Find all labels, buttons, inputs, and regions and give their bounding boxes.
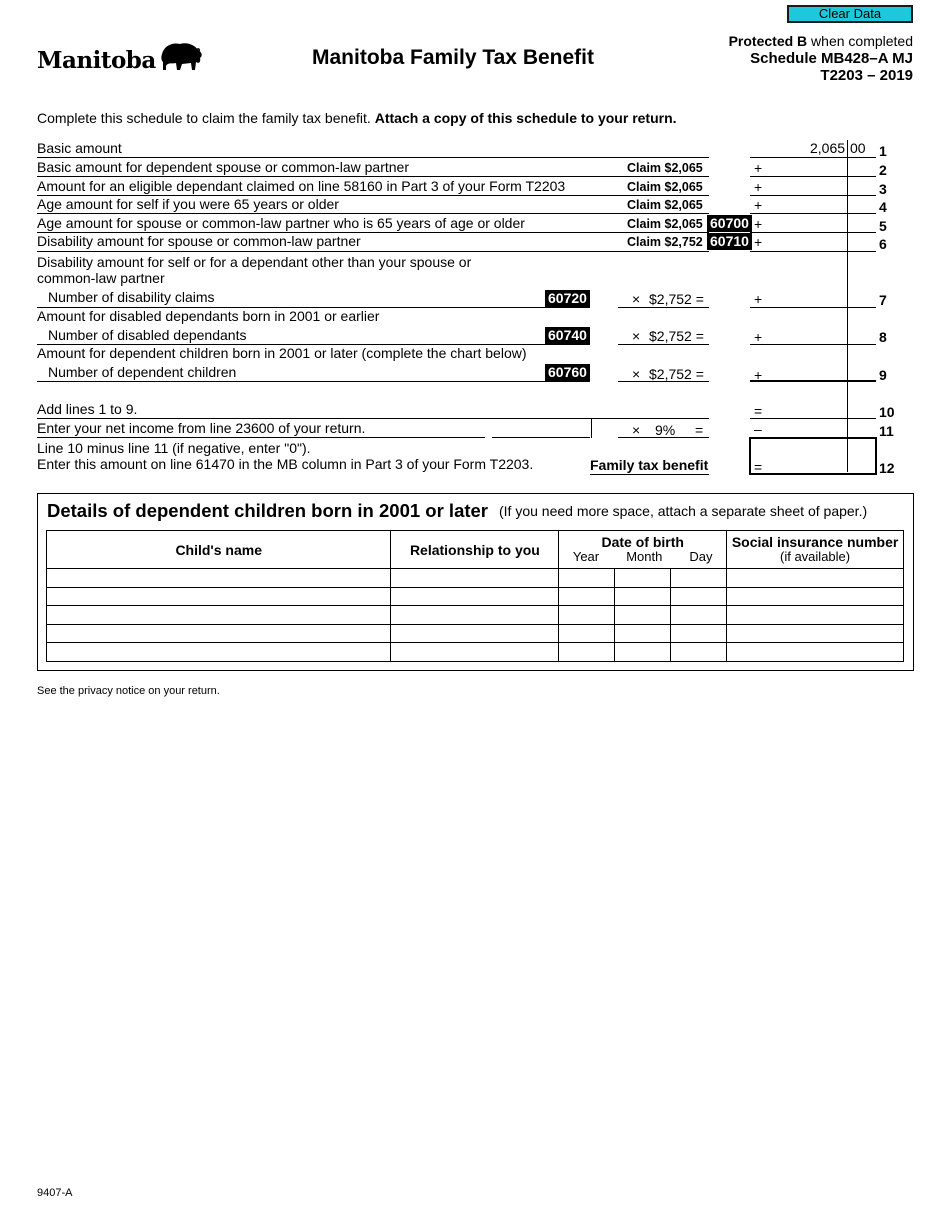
schedule-id: Schedule MB428–A MJ [750, 50, 913, 67]
day-cell[interactable] [671, 606, 727, 625]
table-row[interactable] [47, 569, 904, 588]
family-tax-benefit-label: Family tax benefit [590, 457, 709, 473]
sin-label: Social insurance number [731, 534, 899, 550]
table-header-row [47, 531, 904, 569]
line-10-label: Add lines 1 to 9. [37, 401, 138, 417]
line-3-claim: Claim $2,065 [627, 180, 703, 194]
rule[interactable] [750, 418, 876, 419]
line-7-number: 7 [879, 292, 887, 308]
line-2-claim: Claim $2,065 [627, 161, 703, 175]
line-7-mult: × [632, 291, 641, 307]
month-cell[interactable] [615, 569, 671, 588]
details-title: Details of dependent children born in 2001 or later [47, 500, 489, 521]
sin-cell[interactable] [727, 569, 904, 588]
line-6-code: 60710 [707, 233, 752, 250]
line-2-label: Basic amount for dependent spouse or common-law partner [37, 159, 409, 175]
line-11-op: – [754, 421, 762, 437]
rule [37, 418, 709, 419]
relationship-cell[interactable] [391, 587, 559, 606]
relationship-cell[interactable] [391, 606, 559, 625]
line-8-sub: Number of disabled dependants [48, 327, 247, 343]
month-cell[interactable] [615, 643, 671, 662]
children-table [46, 530, 904, 662]
rule [618, 381, 709, 382]
table-row[interactable] [47, 587, 904, 606]
line-11-mult: × [632, 422, 641, 438]
line-11-input[interactable] [492, 437, 590, 438]
rule [590, 474, 709, 475]
line-3-op: + [754, 179, 763, 195]
line-5-number: 5 [879, 218, 887, 234]
line-7-label [37, 254, 471, 286]
rule [37, 437, 485, 438]
amount-divider [847, 140, 848, 472]
dob-year: Year [572, 549, 600, 564]
dob-month: Month [626, 549, 663, 564]
clear-data-button[interactable]: Clear Data [787, 5, 913, 23]
line-5-code: 60700 [707, 215, 752, 232]
year-cell[interactable] [559, 624, 615, 643]
child-name-cell[interactable] [47, 587, 391, 606]
rule[interactable] [750, 307, 876, 308]
month-cell[interactable] [615, 624, 671, 643]
line-3-label: Amount for an eligible dependant claimed on line 58160 in Part 3 of your Form T2203 [37, 178, 566, 194]
table-row[interactable] [47, 624, 904, 643]
line-9-label: Amount for dependent children born in 2001 or later (complete the chart below) [37, 345, 527, 361]
table-row[interactable] [47, 606, 904, 625]
line-6-number: 6 [879, 236, 887, 252]
family-tax-benefit-box[interactable] [749, 437, 877, 475]
protected-label: Protected B [728, 33, 808, 49]
line-5-claim: Claim $2,065 [627, 217, 703, 231]
line-7-op: + [754, 291, 763, 307]
line-6-label: Disability amount for spouse or common-law partner [37, 233, 361, 249]
rule[interactable] [750, 195, 876, 196]
line-8-op: + [754, 329, 763, 345]
rule [37, 381, 492, 382]
intro-text [37, 110, 677, 126]
line-9-number: 9 [879, 367, 887, 383]
rule [37, 176, 709, 177]
line-10-number: 10 [879, 404, 895, 420]
year-cell[interactable] [559, 587, 615, 606]
dob-label: Date of birth [601, 534, 684, 550]
line-11-number: 11 [879, 423, 894, 439]
line-12-label-b: Enter this amount on line 61470 in the MB column in Part 3 of your Form T2203. [37, 456, 534, 472]
line-8-mult: × [632, 328, 641, 344]
sin-cell[interactable] [727, 624, 904, 643]
line-3-number: 3 [879, 181, 887, 197]
day-cell[interactable] [671, 624, 727, 643]
line-5-op: + [754, 216, 763, 232]
line-9-rate: $2,752 = [649, 366, 704, 382]
manitoba-logo [37, 40, 204, 74]
line-11-eq: = [695, 422, 704, 438]
line-1-label: Basic amount [37, 140, 122, 156]
rule[interactable] [750, 213, 876, 214]
rule [618, 307, 709, 308]
sin-cell[interactable] [727, 587, 904, 606]
line-6-claim: Claim $2,752 [627, 235, 703, 249]
year-cell[interactable] [559, 643, 615, 662]
line-1-number: 1 [879, 143, 887, 159]
line-11-divider [591, 418, 592, 438]
page-title: Manitoba Family Tax Benefit [312, 46, 594, 69]
details-note: (If you need more space, attach a separate sheet of paper.) [499, 503, 868, 519]
table-row[interactable] [47, 643, 904, 662]
line-9-mult: × [632, 366, 641, 382]
line-5-label: Age amount for spouse or common-law partner who is 65 years of age or older [37, 215, 525, 231]
line-4-label: Age amount for self if you were 65 years or older [37, 196, 339, 212]
year-cell[interactable] [559, 606, 615, 625]
intro-bold: Attach a copy of this schedule to your return. [374, 110, 677, 126]
rule [618, 344, 709, 345]
rule[interactable] [750, 251, 876, 252]
year-cell[interactable] [559, 569, 615, 588]
rule[interactable] [750, 344, 876, 345]
line-7-code: 60720 [545, 290, 590, 307]
line-7-rate: $2,752 = [649, 291, 704, 307]
line-2-number: 2 [879, 162, 887, 178]
line-1-dollars: 2,065 [810, 140, 846, 156]
line-9-input[interactable] [492, 381, 590, 382]
child-name-cell[interactable] [47, 606, 391, 625]
line-7-label-a: Disability amount for self or for a dependant other than your spouse or [37, 254, 472, 270]
rule[interactable] [750, 232, 876, 233]
rule [37, 157, 709, 158]
line-12-number: 12 [879, 460, 895, 476]
line-7-sub: Number of disability claims [48, 289, 215, 305]
rule [37, 213, 709, 214]
line-9-code: 60760 [545, 364, 590, 381]
rule[interactable] [750, 380, 876, 382]
line-12-op: = [754, 459, 763, 475]
child-name-cell[interactable] [47, 569, 391, 588]
line-9-sub: Number of dependent children [48, 364, 237, 380]
rule [618, 437, 709, 438]
line-11-rate: 9% [655, 422, 676, 438]
line-4-op: + [754, 197, 763, 213]
line-4-claim: Claim $2,065 [627, 198, 703, 212]
line-7-input[interactable] [492, 307, 590, 308]
rule [750, 157, 876, 158]
header-info [729, 33, 913, 84]
child-name-cell[interactable] [47, 643, 391, 662]
col-sin [727, 531, 904, 569]
relationship-cell[interactable] [391, 624, 559, 643]
line-4-number: 4 [879, 199, 887, 215]
line-8-number: 8 [879, 329, 887, 345]
bison-icon [160, 40, 204, 72]
col-date-of-birth [559, 531, 727, 569]
line-9-op: + [754, 367, 763, 383]
line-8-label: Amount for disabled dependants born in 2001 or earlier [37, 308, 380, 324]
dob-day: Day [689, 549, 713, 564]
relationship-cell[interactable] [391, 569, 559, 588]
sin-cell[interactable] [727, 643, 904, 662]
line-6-op: + [754, 234, 763, 250]
line-8-code: 60740 [545, 327, 590, 344]
child-name-cell[interactable] [47, 624, 391, 643]
rule [37, 251, 709, 252]
logo-text: Manitoba [37, 47, 156, 74]
month-cell[interactable] [615, 587, 671, 606]
month-cell[interactable] [615, 606, 671, 625]
sin-cell[interactable] [727, 606, 904, 625]
line-12-label [37, 440, 533, 472]
line-1-cents: 00 [850, 140, 866, 156]
line-8-rate: $2,752 = [649, 328, 704, 344]
day-cell[interactable] [671, 569, 727, 588]
col-childs-name: Child's name [47, 531, 391, 569]
line-12-label-a: Line 10 minus line 11 (if negative, enter "0"). [37, 440, 311, 456]
form-number: 9407-A [37, 1187, 73, 1199]
intro-plain: Complete this schedule to claim the family tax benefit. [37, 110, 371, 126]
sin-sublabel: (if available) [780, 549, 851, 564]
line-11-label: Enter your net income from line 23600 of your return. [37, 420, 366, 436]
when-completed: when completed [811, 33, 913, 49]
rule[interactable] [750, 176, 876, 177]
col-relationship: Relationship to you [391, 531, 559, 569]
day-cell[interactable] [671, 643, 727, 662]
line-2-op: + [754, 160, 763, 176]
day-cell[interactable] [671, 587, 727, 606]
relationship-cell[interactable] [391, 643, 559, 662]
form-year: T2203 – 2019 [820, 67, 913, 84]
line-7-label-b: common-law partner [37, 270, 165, 286]
line-10-op: = [754, 403, 763, 419]
privacy-notice: See the privacy notice on your return. [37, 685, 220, 697]
